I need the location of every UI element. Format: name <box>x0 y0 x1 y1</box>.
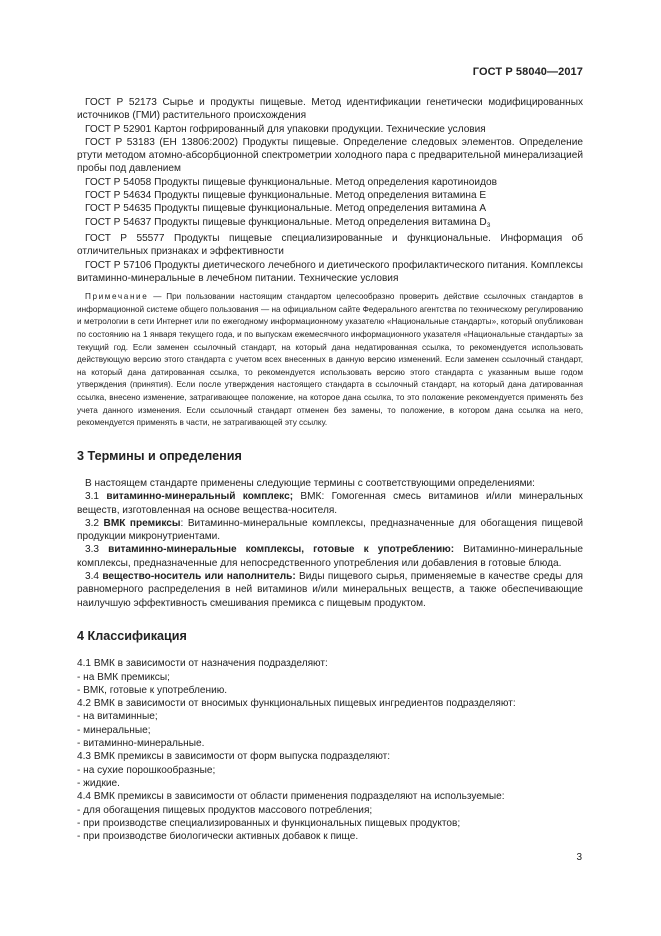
list-item: 4.2 ВМК в зависимости от вносимых функциональных пищевых ингредиентов подразделяют: <box>77 698 516 710</box>
term-number: 3.1 <box>85 491 107 503</box>
list-item: - на сухие порошкообразные; <box>77 764 216 776</box>
list-item: - при производстве биологически активных добавок к пище. <box>77 831 359 843</box>
term-name: вещество-носитель или наполнитель: <box>102 571 296 583</box>
reference-text: ГОСТ Р 54637 Продукты пищевые функциональные. Метод определения витамина D <box>85 216 487 228</box>
term-text: Виды пищевого сырья, применяемые в качестве среды для равномерного распределения в ней витаминов и/или минеральных веществ, а также обеспечивающие наилучшую эффективность смешивания премикса с пищевым продуктом. <box>77 571 583 609</box>
page-content <box>77 96 583 843</box>
reference-item: ГОСТ Р 53183 (ЕН 13806:2002) Продукты пищевые. Определение следовых элементов. Определение ртути методом атомно-абсорбционной спектрометрии холодного пара с предварительной минерализацией пробы под давлением <box>77 136 583 175</box>
reference-item: ГОСТ Р 54634 Продукты пищевые функциональные. Метод определения витамина Е <box>85 190 487 202</box>
term-name: витаминно-минеральные комплексы, готовые к употреблению: <box>108 544 455 556</box>
section-3-heading: 3 Термины и определения <box>77 448 242 463</box>
list-item: - ВМК, готовые к употреблению. <box>77 684 228 696</box>
term-number: 3.2 <box>85 517 104 529</box>
list-item: 4.1 ВМК в зависимости от назначения подразделяют: <box>77 658 328 670</box>
list-item: - жидкие. <box>77 777 120 789</box>
term-text: ВМК: Гомогенная смесь витаминов и/или минеральных веществ, изготовленная на основе вещества-носителя. <box>77 491 583 516</box>
term-text: : Витаминно-минеральные комплексы, предназначенные для обогащения пищевой продукции микронутриентами. <box>77 517 583 543</box>
note-lead: Примечание <box>85 292 149 302</box>
section-4-heading: 4 Классификация <box>77 628 187 643</box>
list-item: - на ВМК премиксы; <box>77 671 170 683</box>
page-number: 3 <box>576 852 582 863</box>
note-paragraph <box>77 291 583 430</box>
list-item: - для обогащения пищевых продуктов массового потребления; <box>77 804 373 816</box>
term-name: витаминно-минеральный комплекс; <box>106 491 294 503</box>
list-item: - на витаминные; <box>77 711 158 723</box>
term-definition <box>77 543 583 570</box>
term-definition <box>77 517 583 544</box>
reference-item: ГОСТ Р 57106 Продукты диетического лечебного и диетического профилактического питания. Комплексы витаминно-минеральные в лечебном питании. Технические условия <box>77 259 583 284</box>
classification-list <box>77 657 583 843</box>
term-number: 3.3 <box>85 544 109 556</box>
term-definition <box>77 570 583 610</box>
reference-item: ГОСТ Р 52173 Сырье и продукты пищевые. Метод идентификации генетически модифицированных источников (ГМИ) растительного происхождения <box>77 97 583 122</box>
reference-item <box>77 216 583 232</box>
list-item: - витаминно-минеральные. <box>77 738 205 750</box>
term-name: ВМК премиксы <box>103 517 181 529</box>
note-text: — При пользовании настоящим стандартом целесообразно проверить действие ссылочных стандартов в информационной системе общего пользования — на официальном сайте Федерального агентства по техническому регулированию и метрологии в сети Интернет или по ежегодному информационному указателю «Национальные стандарты», который опубликован по состоянию на 1 января текущего года, и по выпускам ежемесячного информационного указателя «Национальные стандарты» за текущий год. Если заменен ссылочный стандарт, на который дана недатированная ссылка, то рекомендуется использовать действующую версию этого стандарта с учетом всех внесенных в данную версию изменений. Если заменен ссылочный стандарт, на который дана датированная ссылка, то рекомендуется использовать версию этого стандарта с указанным выше годом утверждения (принятия). Если после утверждения настоящего стандарта в ссылочный стандарт, на который дана датированная ссылка, внесено изменение, затрагивающее положение, на которое дана ссылка, то это положение рекомендуется применять без учета данного изменения. Если ссылочный стандарт отменен без замены, то положение, в котором дана ссылка на него, рекомендуется применять в части, не затрагивающей эту ссылку. <box>77 292 583 428</box>
term-text: Витаминно-минеральные комплексы, предназначенные для непосредственного употребления или добавления в готовые блюда. <box>77 544 583 569</box>
references-list <box>77 96 583 285</box>
term-number: 3.4 <box>85 571 103 583</box>
list-item: 4.4 ВМК премиксы в зависимости от области применения подразделяют на используемые: <box>77 791 505 803</box>
section-3-intro: В настоящем стандарте применены следующие термины с соответствующими определениями: <box>85 477 535 489</box>
document-id-header: ГОСТ Р 58040—2017 <box>472 66 583 78</box>
list-item: - при производстве специализированных и функциональных пищевых продуктов; <box>77 817 461 829</box>
list-item: 4.3 ВМК премиксы в зависимости от форм выпуска подразделяют: <box>77 751 391 763</box>
reference-item: ГОСТ Р 55577 Продукты пищевые специализированные и функциональные. Информация об отличительных признаках и эффективности <box>77 232 583 258</box>
reference-item: ГОСТ Р 52901 Картон гофрированный для упаковки продукции. Технические условия <box>85 123 486 135</box>
reference-item: ГОСТ Р 54635 Продукты пищевые функциональные. Метод определения витамина А <box>85 203 487 215</box>
term-definition <box>77 490 583 517</box>
list-item: - минеральные; <box>77 724 151 736</box>
subscript: 3 <box>486 221 491 229</box>
reference-item: ГОСТ Р 54058 Продукты пищевые функциональные. Метод определения каротиноидов <box>85 176 497 188</box>
